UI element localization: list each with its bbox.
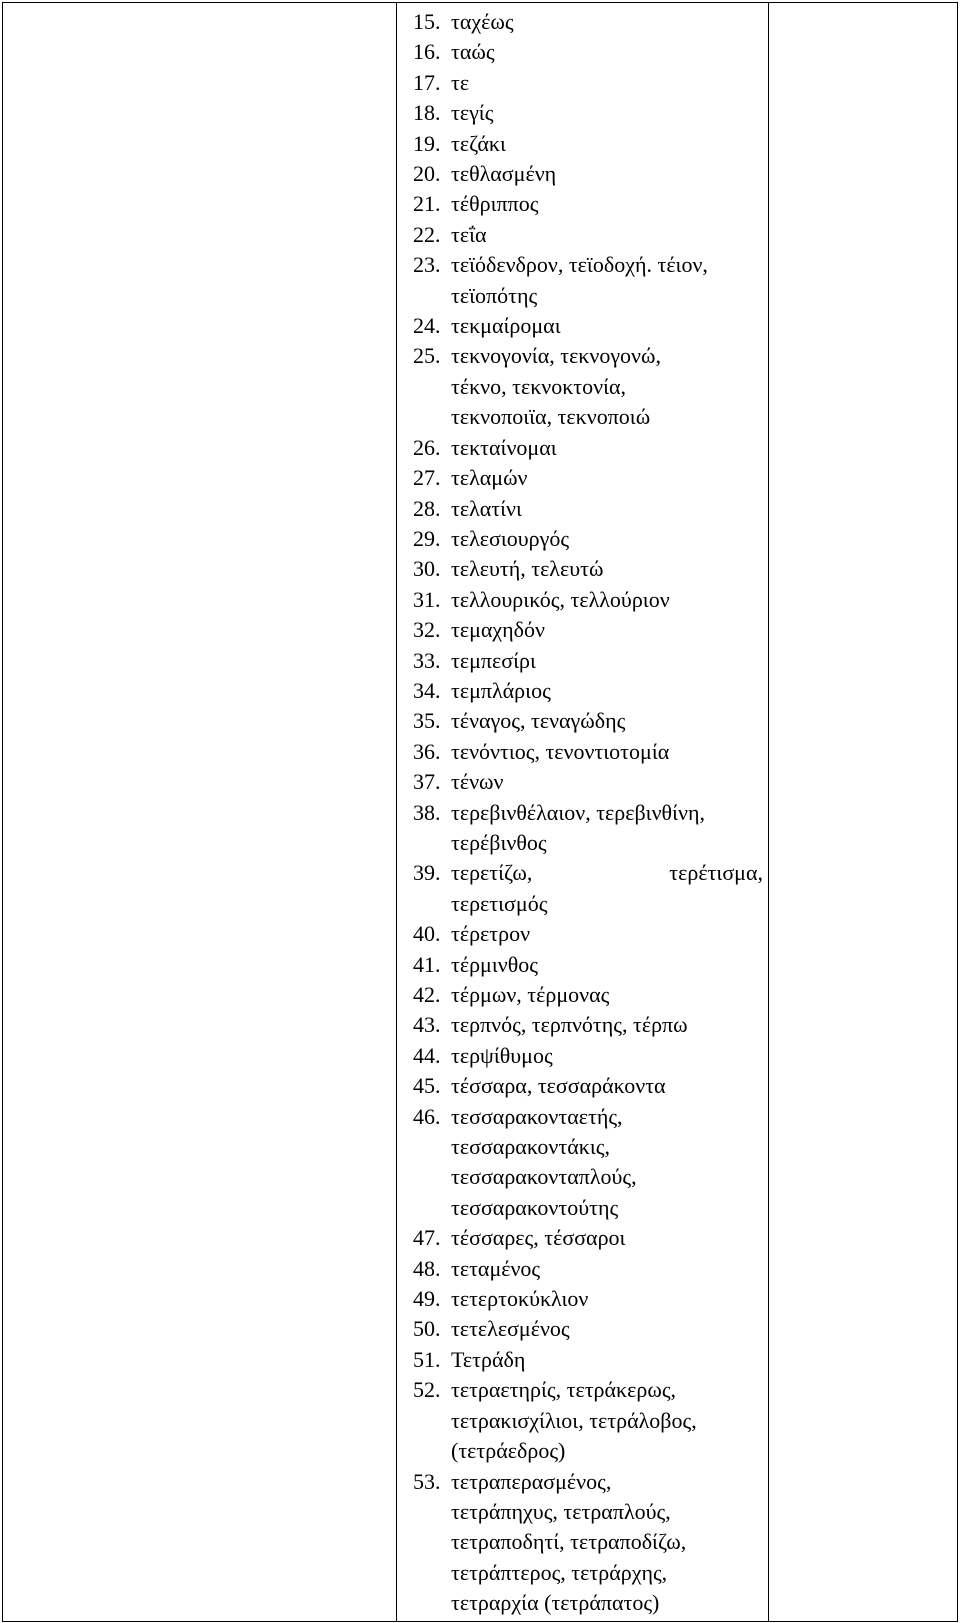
list-item-number: 43. — [413, 1012, 441, 1038]
list-item-text: τέθριππος — [451, 191, 539, 217]
list-item-number: 50. — [413, 1316, 441, 1342]
list-item — [413, 1467, 763, 1619]
list-item-number: 32. — [413, 617, 441, 643]
list-item-number: 25. — [413, 343, 441, 369]
list-item-text: τετραπερασμένος, — [451, 1468, 612, 1494]
list-item-text: τετερτοκύκλιον — [451, 1286, 589, 1312]
list-item — [413, 311, 763, 341]
list-item-text: τενόντιος, τενοντιοτομία — [451, 738, 670, 764]
list-item — [413, 767, 763, 797]
list-item-number: 45. — [413, 1073, 441, 1099]
list-item-text: τε — [451, 69, 470, 95]
list-item-text: τεταμένος — [451, 1255, 541, 1281]
list-item-number: 31. — [413, 586, 441, 612]
list-item-text: τεκταίνομαι — [451, 434, 557, 460]
list-item — [413, 37, 763, 67]
list-item-number: 52. — [413, 1377, 441, 1403]
list-item — [413, 1284, 763, 1314]
list-item-text: τέναγος, τεναγώδης — [451, 708, 626, 734]
list-item-text: τεμαχηδόν — [451, 617, 545, 643]
list-item-text: τεθλασμένη — [451, 161, 557, 187]
list-item — [413, 919, 763, 949]
list-item-text: τελλουρικός, τελλούριον — [451, 586, 670, 612]
list-item-text: τεσσαρακονταπλούς, — [451, 1164, 637, 1190]
list-item — [413, 615, 763, 645]
list-item-number: 48. — [413, 1255, 441, 1281]
list-item — [413, 706, 763, 736]
list-item-text: τεσσαρακοντούτης — [451, 1194, 619, 1220]
list-item-text: τέσσαρες, τέσσαροι — [451, 1225, 626, 1251]
list-item — [413, 1010, 763, 1040]
list-item-text: τεμπεσίρι — [451, 647, 536, 673]
list-item-text: τερψίθυμος — [451, 1042, 553, 1068]
list-item — [413, 1102, 763, 1224]
list-item-text: τεγίς — [451, 100, 494, 126]
list-item-text: ταώς — [451, 39, 495, 65]
list-item — [413, 1041, 763, 1071]
list-item-text: τεζάκι — [451, 130, 506, 156]
list-item-text: τελαμών — [451, 465, 528, 491]
list-item-number: 16. — [413, 39, 441, 65]
list-item-number: 37. — [413, 769, 441, 795]
list-item-number: 21. — [413, 191, 441, 217]
column-divider-right — [768, 3, 769, 1621]
list-item-text: τέρμινθος — [451, 951, 538, 977]
list-item-number: 38. — [413, 799, 441, 825]
list-item — [413, 494, 763, 524]
list-item-number: 44. — [413, 1042, 441, 1068]
list-item-number: 33. — [413, 647, 441, 673]
list-item-number: 30. — [413, 556, 441, 582]
document-table — [2, 2, 958, 1622]
list-item — [413, 341, 763, 432]
list-item-text: τελατίνι — [451, 495, 522, 521]
list-item — [413, 1071, 763, 1101]
list-item — [413, 1345, 763, 1375]
list-item-number: 29. — [413, 525, 441, 551]
column-divider-left — [396, 3, 397, 1621]
list-item-text: τέρετρον — [451, 921, 531, 947]
list-item-text: τένων — [451, 769, 504, 795]
list-item-text: Τετράδη — [451, 1346, 526, 1372]
list-item — [413, 1375, 763, 1466]
list-item-number: 26. — [413, 434, 441, 460]
list-item-text: τερεβινθέλαιον, τερεβινθίνη, — [451, 799, 705, 825]
list-item-number: 28. — [413, 495, 441, 521]
word-list — [413, 7, 763, 1619]
list-item-number: 24. — [413, 313, 441, 339]
list-item-text: τεκνοποιϊα, τεκνοποιώ — [451, 404, 651, 430]
list-item-number: 18. — [413, 100, 441, 126]
list-item — [413, 433, 763, 463]
list-item-text: τεϊοπότης — [451, 282, 538, 308]
list-item-number: 23. — [413, 252, 441, 278]
list-item — [413, 980, 763, 1010]
list-item — [413, 129, 763, 159]
list-item-text: (τετράεδρος) — [451, 1438, 566, 1464]
list-item — [413, 676, 763, 706]
list-item-number: 47. — [413, 1225, 441, 1251]
list-item-text: τεκνογονία, τεκνογονώ, — [451, 343, 661, 369]
list-item-number: 36. — [413, 738, 441, 764]
list-item-text: τεϊόδενδρον, τεϊοδοχή. τέιον, — [451, 252, 708, 278]
list-item — [413, 250, 763, 311]
list-item-text: ταχέως — [451, 9, 514, 34]
list-item-text: τέσσαρα, τεσσαράκοντα — [451, 1073, 666, 1099]
list-item — [413, 7, 763, 37]
list-item — [413, 524, 763, 554]
list-item-number: 51. — [413, 1346, 441, 1372]
list-item — [413, 798, 763, 859]
list-item — [413, 159, 763, 189]
list-item-text: τερέβινθος — [451, 829, 547, 855]
list-item-text: τετράπτερος, τετράρχης, — [451, 1559, 668, 1585]
list-item — [413, 554, 763, 584]
list-item-number: 22. — [413, 221, 441, 247]
list-item-number: 49. — [413, 1286, 441, 1312]
list-item-number: 42. — [413, 982, 441, 1007]
list-item-text: τετραετηρίς, τετράκερως, — [451, 1377, 677, 1403]
list-item-number: 34. — [413, 677, 441, 703]
list-item-number: 27. — [413, 465, 441, 491]
list-item — [413, 858, 763, 919]
list-item-text: τερετισμός — [451, 890, 548, 916]
list-item-number: 40. — [413, 921, 441, 947]
list-item-text: τερετίζω, τερέτισμα, — [451, 860, 763, 886]
list-item-text: τελεσιουργός — [451, 525, 570, 551]
list-item — [413, 189, 763, 219]
list-item-number: 19. — [413, 130, 441, 156]
list-item — [413, 68, 763, 98]
list-item-number: 39. — [413, 860, 441, 886]
list-item-text: τέκνο, τεκνοκτονία, — [451, 373, 627, 399]
list-item — [413, 463, 763, 493]
list-item-text: τετραποδητί, τετραποδίζω, — [451, 1529, 687, 1555]
list-item-number: 46. — [413, 1103, 441, 1129]
list-item — [413, 646, 763, 676]
list-item-number: 15. — [413, 9, 441, 34]
list-item — [413, 1314, 763, 1344]
list-item-number: 20. — [413, 161, 441, 187]
list-item-text: τέρμων, τέρμονας — [451, 982, 610, 1007]
list-item-number: 17. — [413, 69, 441, 95]
list-item-text: τεΐα — [451, 221, 487, 247]
list-item-text: τεσσαρακοντάκις, — [451, 1134, 610, 1160]
list-item — [413, 950, 763, 980]
list-item-number: 53. — [413, 1468, 441, 1494]
list-item — [413, 1223, 763, 1253]
list-item — [413, 98, 763, 128]
list-item-text: τεσσαρακονταετής, — [451, 1103, 623, 1129]
list-item-text: τεκμαίρομαι — [451, 313, 561, 339]
list-item — [413, 585, 763, 615]
list-item — [413, 737, 763, 767]
list-item-text: τετράπηχυς, τετραπλούς, — [451, 1498, 671, 1524]
list-item-number: 35. — [413, 708, 441, 734]
list-item-text: τερπνός, τερπνότης, τέρπω — [451, 1012, 688, 1038]
list-item-text: τετελεσμένος — [451, 1316, 570, 1342]
list-item — [413, 220, 763, 250]
list-item-text: τεμπλάριος — [451, 677, 551, 703]
list-item-text: τετραρχία (τετράπατος) — [451, 1590, 660, 1616]
list-item-text: τετρακισχίλιοι, τετράλοβος, — [451, 1407, 697, 1433]
list-item-number: 41. — [413, 951, 441, 977]
list-item-text: τελευτή, τελευτώ — [451, 556, 604, 582]
list-item — [413, 1254, 763, 1284]
